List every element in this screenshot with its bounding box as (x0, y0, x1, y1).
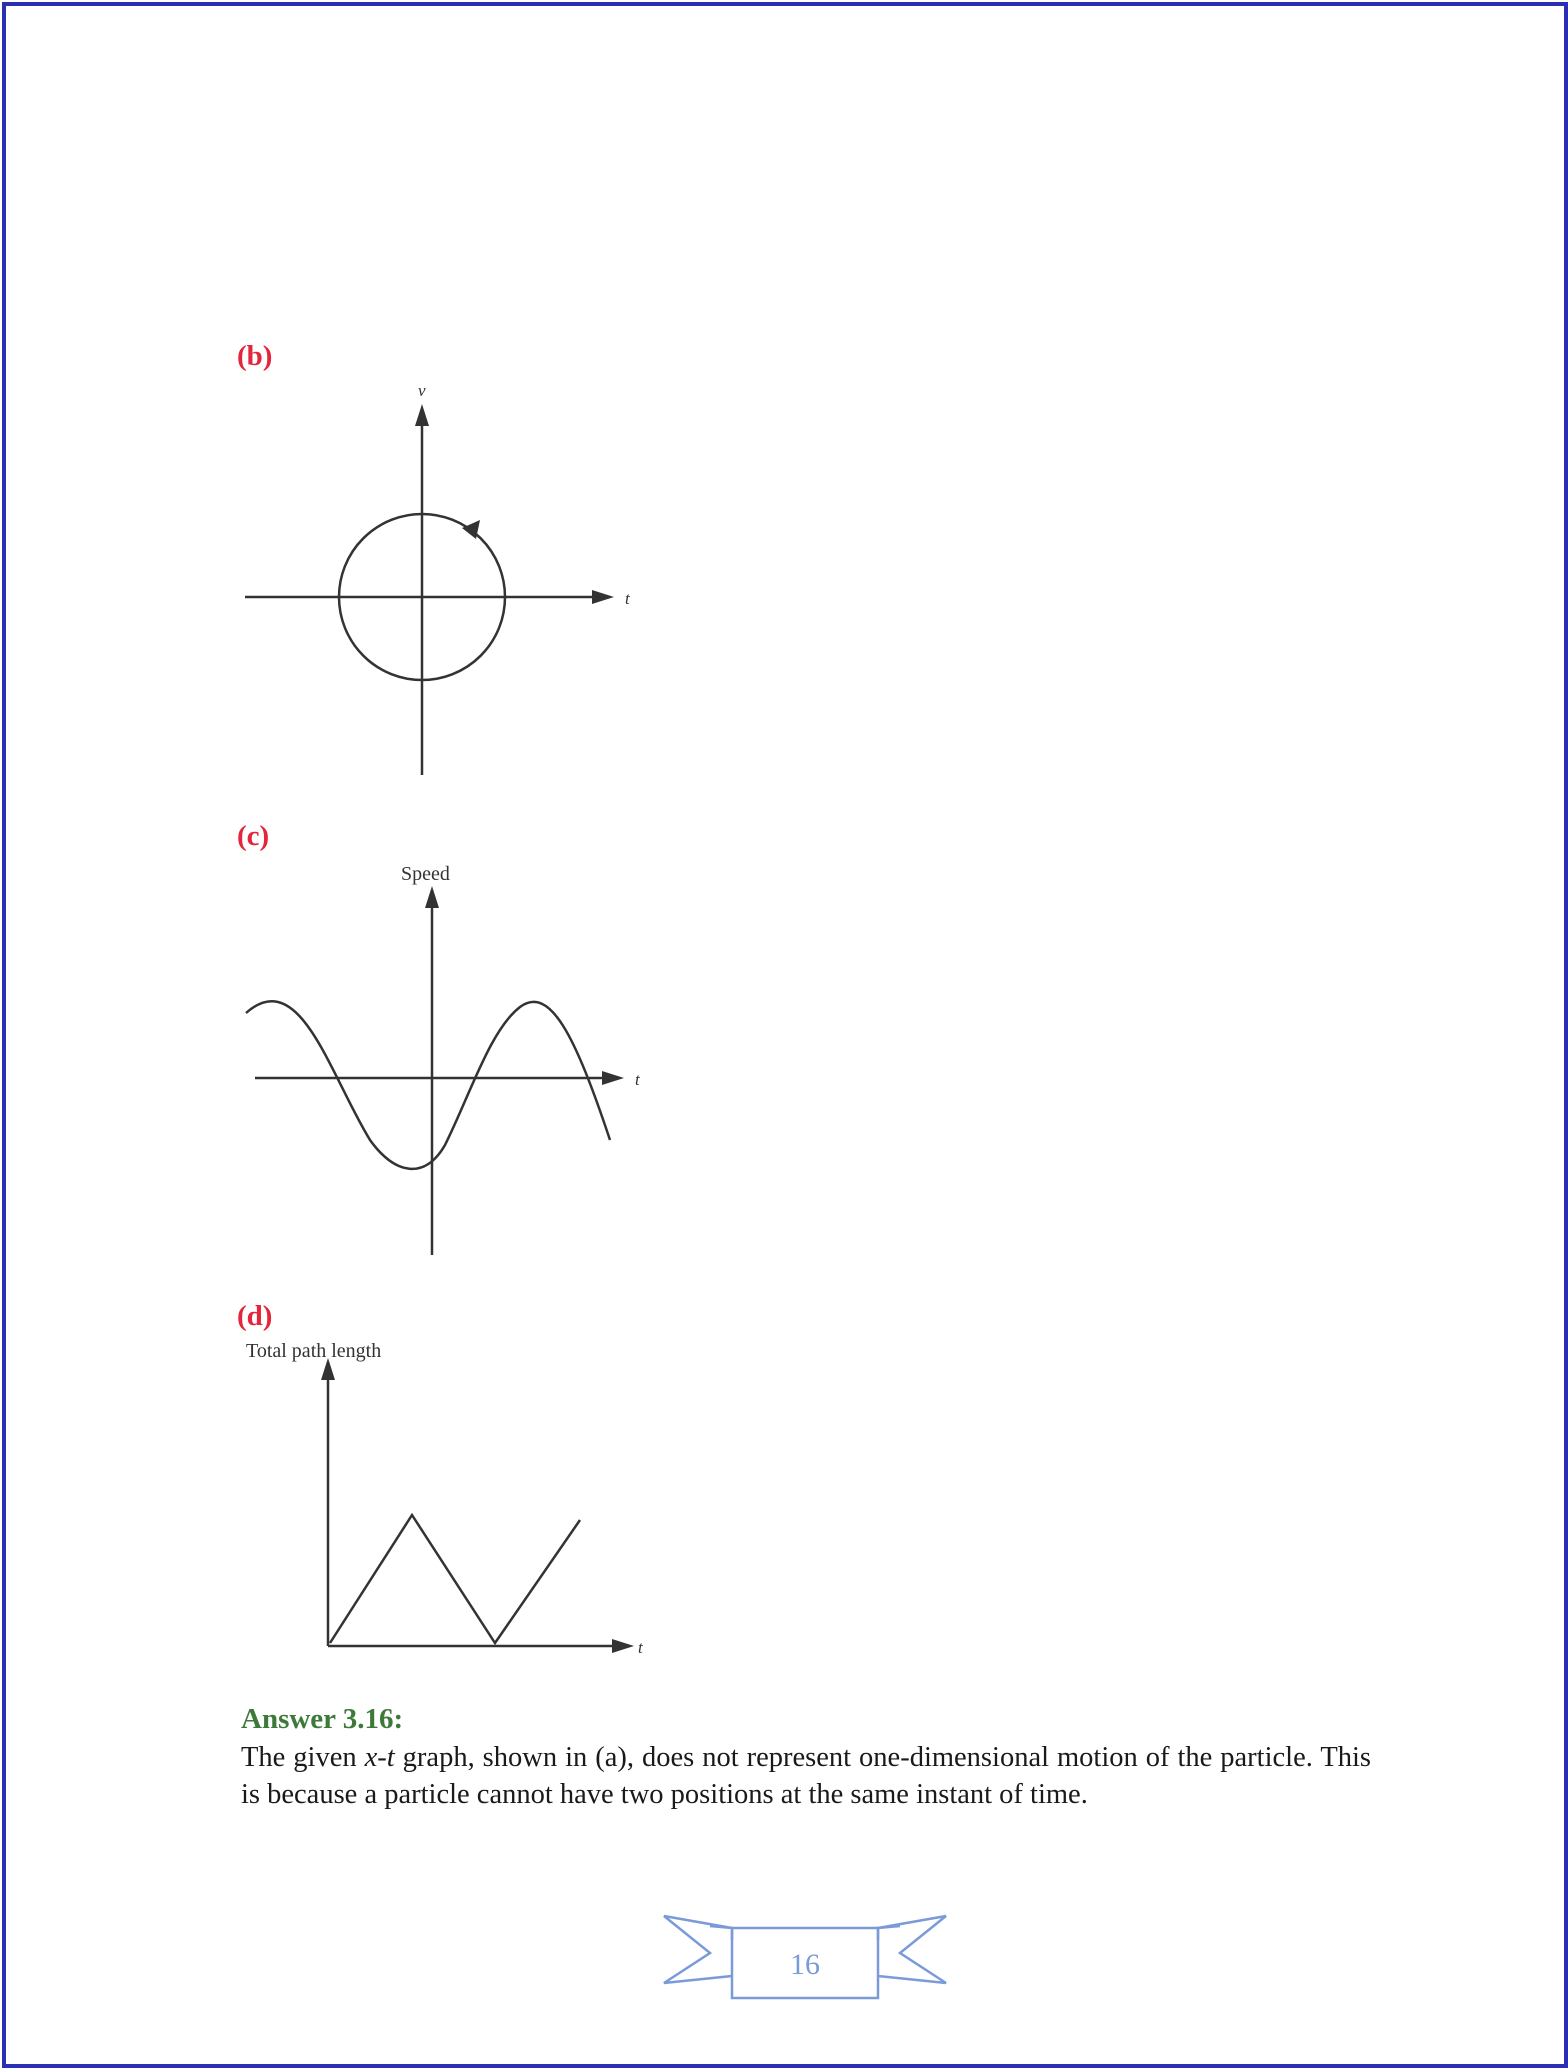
figure-c-label: (c) (237, 820, 270, 852)
y-axis-label: Total path length (246, 1340, 382, 1362)
x-axis-arrow (602, 1071, 624, 1085)
x-axis-arrow (592, 590, 614, 604)
figure-d-graph (230, 1330, 660, 1670)
x-axis-arrow (612, 1639, 634, 1653)
y-axis-label: Speed (401, 863, 450, 885)
answer-t-variable: t (386, 1742, 395, 1773)
answer-text-part: graph, shown in (a), does not represent one-dimensional motion of the particle. This is because a particle cannot have two positions at the same instant of time. (241, 1742, 1371, 1810)
ribbon-right-fold (878, 1926, 900, 1940)
figure-b-graph (230, 380, 650, 790)
speed-curve (246, 1001, 610, 1169)
y-axis-label: v (418, 381, 426, 400)
figure-b-label: (b) (237, 340, 273, 372)
x-axis-label: t (635, 1070, 640, 1089)
answer-x-variable: x (364, 1742, 378, 1773)
x-axis-label: t (625, 589, 630, 608)
answer-text-part: The given (241, 1742, 365, 1773)
figure-d-label: (d) (237, 1300, 273, 1332)
answer-title: Answer 3.16: (241, 1703, 404, 1735)
page-number: 16 (790, 1948, 820, 1981)
path-length-curve (330, 1515, 580, 1643)
answer-dash: - (377, 1742, 387, 1773)
answer-text (241, 1739, 1371, 1813)
figure-c-graph (230, 855, 650, 1265)
ribbon-left-fold (710, 1926, 732, 1940)
x-axis-label: t (638, 1638, 643, 1657)
y-axis-arrow (415, 404, 429, 426)
y-axis-arrow (425, 886, 439, 908)
